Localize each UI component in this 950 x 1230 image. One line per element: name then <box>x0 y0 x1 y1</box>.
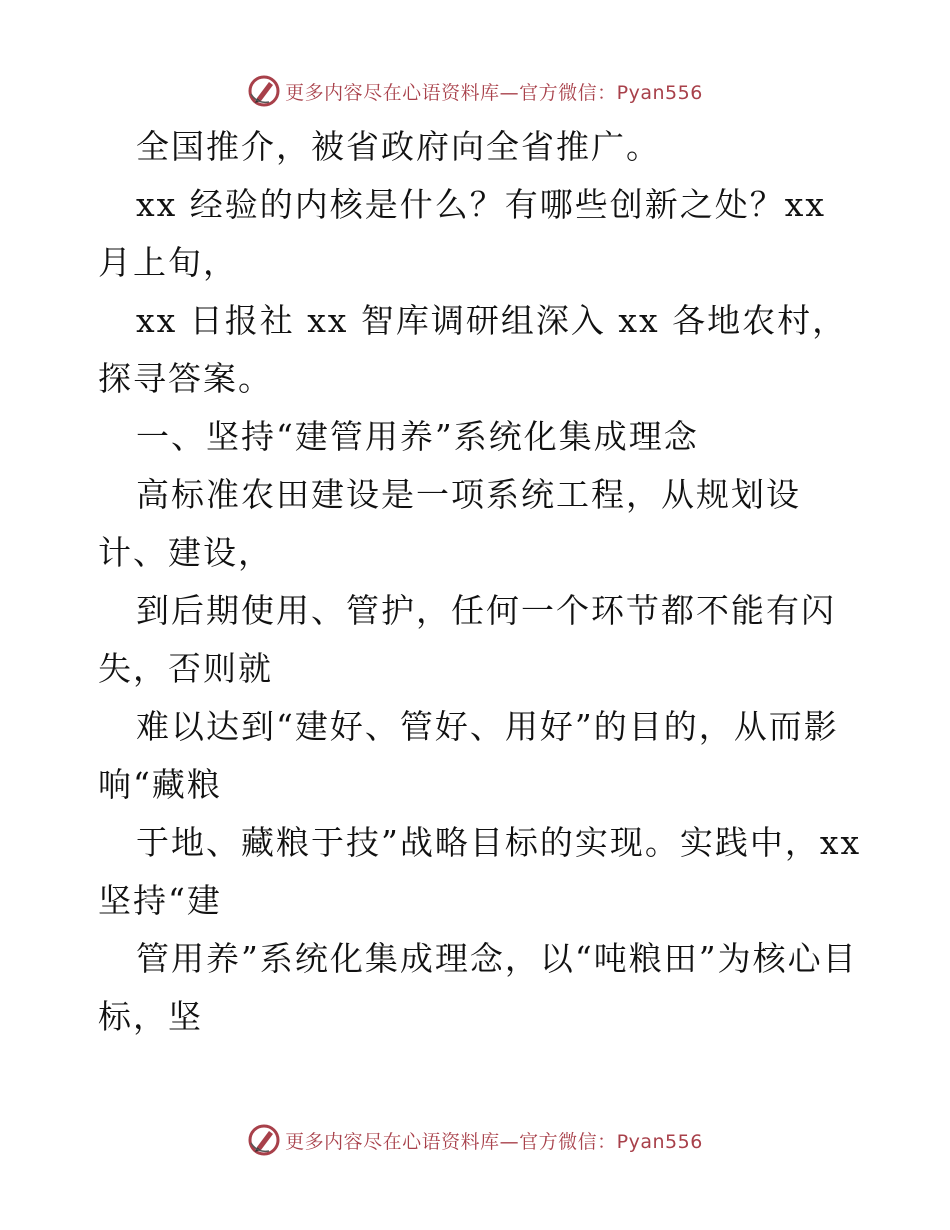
footer-site-text: 更多内容尽在心语资料库— <box>285 1130 520 1153</box>
paragraph: 难以达到“建好、管好、用好”的目的，从而影响“藏粮 <box>98 707 839 804</box>
paragraph: xx 经验的内核是什么？有哪些创新之处？xx 月上旬， <box>98 185 839 282</box>
header-wechat-text: 官方微信：Pyan556 <box>519 81 703 104</box>
paragraph: 于地、藏粮于技”战略目标的实现。实践中，xx 坚持“建 <box>98 823 874 920</box>
document-body <box>98 118 874 1046</box>
pen-logo-icon <box>247 74 281 108</box>
paragraph: 管用养”系统化集成理念，以“吨粮田”为核心目标，坚 <box>98 939 858 1036</box>
footer-wechat-text: 官方微信：Pyan556 <box>519 1130 703 1153</box>
pen-logo-icon <box>247 1123 281 1157</box>
header-banner <box>0 71 950 111</box>
header-site-text: 更多内容尽在心语资料库— <box>285 81 520 104</box>
paragraph: 高标准农田建设是一项系统工程，从规划设计、建设， <box>98 475 801 572</box>
paragraph: xx 日报社 xx 智库调研组深入 xx 各地农村，探寻答案。 <box>98 301 848 398</box>
paragraph: 到后期使用、管护，任何一个环节都不能有闪失，否则就 <box>98 591 836 688</box>
footer-banner <box>0 1120 950 1160</box>
section-heading: 一、坚持“建管用养”系统化集成理念 <box>136 417 699 456</box>
paragraph: 全国推介，被省政府向全省推广。 <box>136 127 661 166</box>
